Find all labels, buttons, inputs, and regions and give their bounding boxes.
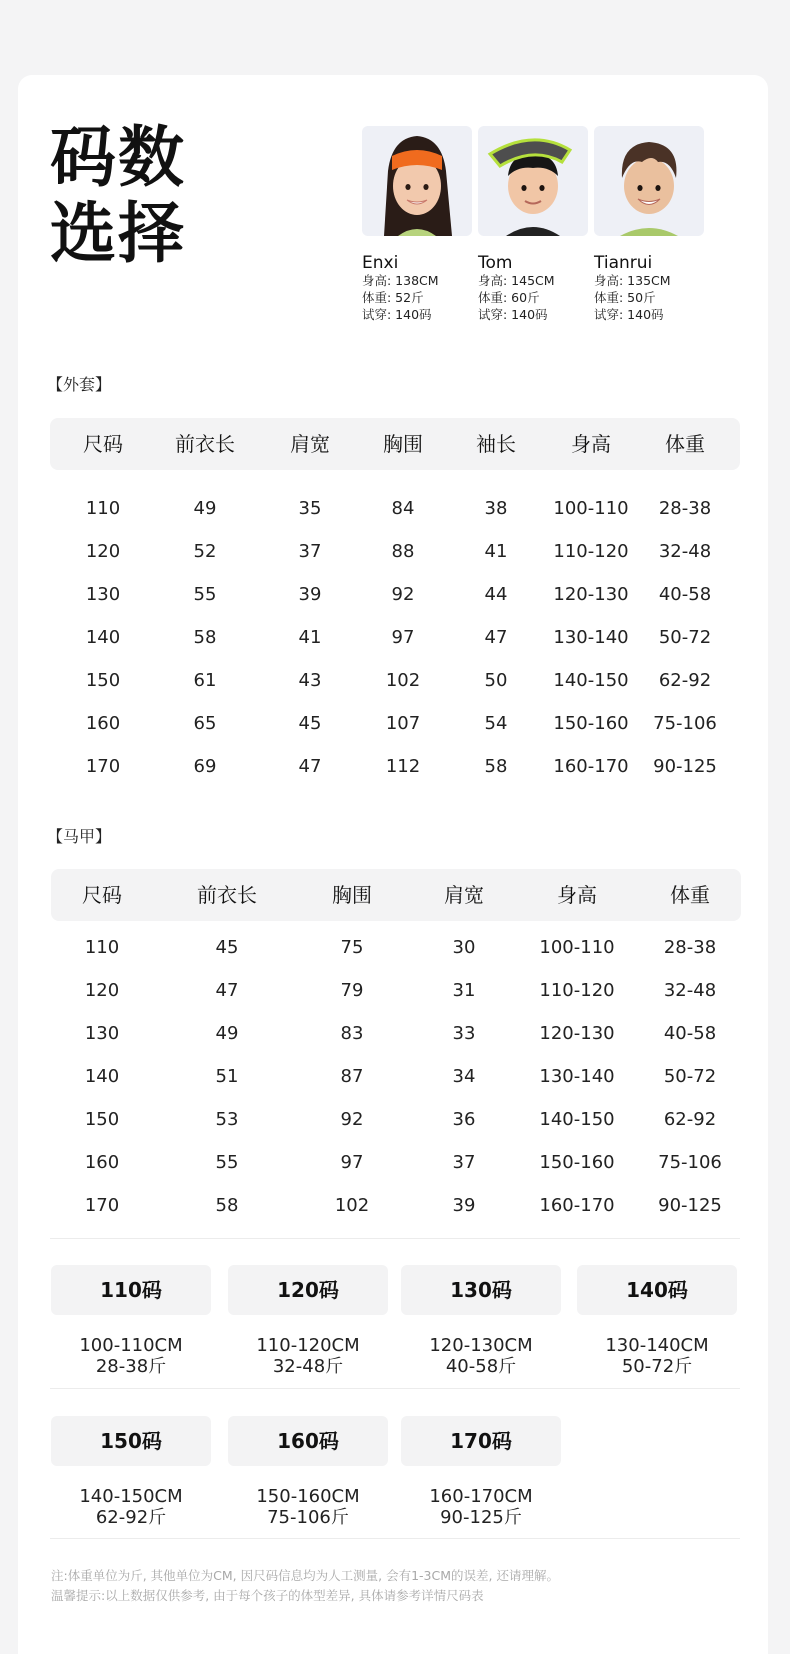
column-header: 前衣长 xyxy=(197,883,257,907)
table-cell: 54 xyxy=(484,713,508,734)
size-card-title: 120码 xyxy=(228,1265,388,1315)
table-cell: 55 xyxy=(215,1152,239,1173)
note-units: 注:体重单位为斤, 其他单位为CM, 因尺码信息均为人工测量, 会有1-3CM的误差, 还请理解。 xyxy=(51,1568,559,1583)
size-card xyxy=(228,1265,388,1377)
column-header: 尺码 xyxy=(82,883,122,907)
size-card-height: 140-150CM xyxy=(79,1486,183,1507)
model-try-size: 试穿: 140码 xyxy=(594,307,664,322)
table-cell: 83 xyxy=(340,1023,364,1044)
size-card-weight: 32-48斤 xyxy=(272,1356,344,1377)
model-photo-tom xyxy=(478,126,588,236)
table-cell: 50 xyxy=(484,670,508,691)
table-cell: 75-106 xyxy=(653,713,717,734)
table-cell: 50-72 xyxy=(658,627,712,648)
table-cell: 28-38 xyxy=(658,498,712,519)
size-card xyxy=(51,1416,211,1528)
boy-portrait-icon xyxy=(478,126,588,236)
table-cell: 160-170 xyxy=(553,756,629,777)
size-card-weight: 75-106斤 xyxy=(267,1507,349,1528)
model-name: Tianrui xyxy=(594,253,653,273)
size-card-weight: 40-58斤 xyxy=(445,1356,517,1377)
coat-section-label: 【外套】 xyxy=(47,375,112,394)
column-header: 肩宽 xyxy=(444,883,484,907)
column-header: 袖长 xyxy=(476,432,516,456)
table-cell: 32-48 xyxy=(658,541,712,562)
page-title-line2: 选择 xyxy=(50,195,186,272)
vest-section-label: 【马甲】 xyxy=(47,827,112,846)
size-card xyxy=(51,1265,211,1377)
table-cell: 130-140 xyxy=(539,1066,615,1087)
table-cell: 55 xyxy=(193,584,217,605)
table-cell: 112 xyxy=(385,756,421,777)
model-height: 身高: 138CM xyxy=(362,273,439,288)
table-cell: 140 xyxy=(84,1066,120,1087)
table-cell: 130 xyxy=(85,584,121,605)
table-cell: 41 xyxy=(484,541,508,562)
table-cell: 65 xyxy=(193,713,217,734)
table-cell: 62-92 xyxy=(663,1109,717,1130)
column-header: 尺码 xyxy=(83,432,123,456)
table-cell: 170 xyxy=(84,1195,120,1216)
model-photo-enxi xyxy=(362,126,472,236)
model-weight: 体重: 52斤 xyxy=(362,290,424,305)
divider xyxy=(50,1538,740,1539)
table-cell: 49 xyxy=(193,498,217,519)
table-cell: 150-160 xyxy=(539,1152,615,1173)
column-header: 身高 xyxy=(571,432,611,456)
table-cell: 110-120 xyxy=(553,541,629,562)
model-card-enxi xyxy=(362,126,472,323)
vest-table-header xyxy=(51,869,741,921)
table-cell: 150 xyxy=(85,670,121,691)
size-card-title: 170码 xyxy=(401,1416,561,1466)
table-cell: 97 xyxy=(391,627,415,648)
table-cell: 43 xyxy=(298,670,322,691)
girl-portrait-icon xyxy=(362,126,472,236)
table-cell: 102 xyxy=(385,670,421,691)
table-cell: 58 xyxy=(215,1195,239,1216)
table-cell: 45 xyxy=(215,937,239,958)
model-try-size: 试穿: 140码 xyxy=(362,307,432,322)
size-card-title: 130码 xyxy=(401,1265,561,1315)
model-height: 身高: 145CM xyxy=(478,273,555,288)
table-cell: 28-38 xyxy=(663,937,717,958)
model-photo-tianrui xyxy=(594,126,704,236)
column-header: 体重 xyxy=(665,432,705,456)
model-height: 身高: 135CM xyxy=(594,273,671,288)
size-card-title: 150码 xyxy=(51,1416,211,1466)
model-name: Tom xyxy=(478,253,513,273)
size-card-title: 110码 xyxy=(51,1265,211,1315)
table-cell: 120-130 xyxy=(553,584,629,605)
table-cell: 37 xyxy=(452,1152,476,1173)
table-cell: 36 xyxy=(452,1109,476,1130)
size-card xyxy=(401,1416,561,1528)
table-cell: 39 xyxy=(452,1195,476,1216)
table-cell: 75-106 xyxy=(658,1152,722,1173)
table-cell: 62-92 xyxy=(658,670,712,691)
model-card-tom xyxy=(478,126,588,323)
column-header: 体重 xyxy=(670,883,710,907)
column-header: 前衣长 xyxy=(175,432,235,456)
size-card xyxy=(228,1416,388,1528)
table-cell: 90-125 xyxy=(658,1195,722,1216)
table-cell: 53 xyxy=(215,1109,239,1130)
table-cell: 47 xyxy=(215,980,239,1001)
table-cell: 100-110 xyxy=(539,937,615,958)
table-cell: 69 xyxy=(193,756,217,777)
table-cell: 79 xyxy=(340,980,364,1001)
table-cell: 30 xyxy=(452,937,476,958)
model-try-size: 试穿: 140码 xyxy=(478,307,548,322)
table-cell: 58 xyxy=(193,627,217,648)
table-cell: 52 xyxy=(193,541,217,562)
table-cell: 110 xyxy=(85,498,121,519)
table-cell: 150-160 xyxy=(553,713,629,734)
table-cell: 110 xyxy=(84,937,120,958)
model-name: Enxi xyxy=(362,253,399,273)
table-cell: 160 xyxy=(84,1152,120,1173)
size-card-height: 160-170CM xyxy=(429,1486,533,1507)
table-cell: 88 xyxy=(391,541,415,562)
divider xyxy=(50,1238,740,1239)
divider xyxy=(50,1388,740,1389)
column-header: 身高 xyxy=(557,883,597,907)
size-card-title: 140码 xyxy=(577,1265,737,1315)
table-cell: 92 xyxy=(340,1109,364,1130)
table-cell: 47 xyxy=(484,627,508,648)
table-cell: 87 xyxy=(340,1066,364,1087)
size-card-title: 160码 xyxy=(228,1416,388,1466)
page-title-line1: 码数 xyxy=(50,119,186,196)
table-cell: 50-72 xyxy=(663,1066,717,1087)
table-cell: 84 xyxy=(391,498,415,519)
table-cell: 100-110 xyxy=(553,498,629,519)
table-cell: 58 xyxy=(484,756,508,777)
table-cell: 47 xyxy=(298,756,322,777)
table-cell: 40-58 xyxy=(658,584,712,605)
table-cell: 140-150 xyxy=(539,1109,615,1130)
size-card xyxy=(577,1265,737,1377)
size-card-weight: 90-125斤 xyxy=(440,1507,522,1528)
model-weight: 体重: 60斤 xyxy=(478,290,540,305)
table-cell: 35 xyxy=(298,498,322,519)
size-card-height: 110-120CM xyxy=(256,1335,360,1356)
table-cell: 38 xyxy=(484,498,508,519)
table-cell: 51 xyxy=(215,1066,239,1087)
model-weight: 体重: 50斤 xyxy=(594,290,656,305)
table-cell: 107 xyxy=(385,713,421,734)
table-cell: 39 xyxy=(298,584,322,605)
table-cell: 130 xyxy=(84,1023,120,1044)
table-cell: 97 xyxy=(340,1152,364,1173)
coat-size-table xyxy=(50,418,740,788)
vest-size-table xyxy=(51,869,741,1219)
table-cell: 40-58 xyxy=(663,1023,717,1044)
size-card-height: 150-160CM xyxy=(256,1486,360,1507)
table-cell: 170 xyxy=(85,756,121,777)
size-card-height: 120-130CM xyxy=(429,1335,533,1356)
note-tip: 温馨提示:以上数据仅供参考, 由于每个孩子的体型差异, 具体请参考详情尺码表 xyxy=(51,1588,484,1603)
table-cell: 90-125 xyxy=(653,756,717,777)
table-cell: 102 xyxy=(334,1195,370,1216)
table-cell: 160-170 xyxy=(539,1195,615,1216)
table-cell: 110-120 xyxy=(539,980,615,1001)
column-header: 胸围 xyxy=(332,883,372,907)
model-card-tianrui xyxy=(594,126,704,323)
table-cell: 120-130 xyxy=(539,1023,615,1044)
table-cell: 140 xyxy=(85,627,121,648)
table-cell: 45 xyxy=(298,713,322,734)
table-cell: 34 xyxy=(452,1066,476,1087)
table-cell: 150 xyxy=(84,1109,120,1130)
table-cell: 41 xyxy=(298,627,322,648)
table-cell: 140-150 xyxy=(553,670,629,691)
size-card-weight: 50-72斤 xyxy=(621,1356,693,1377)
table-cell: 120 xyxy=(85,541,121,562)
table-cell: 44 xyxy=(484,584,508,605)
size-card xyxy=(401,1265,561,1377)
size-card-weight: 28-38斤 xyxy=(95,1356,167,1377)
column-header: 肩宽 xyxy=(290,432,330,456)
column-header: 胸围 xyxy=(383,432,423,456)
table-cell: 31 xyxy=(452,980,476,1001)
table-cell: 130-140 xyxy=(553,627,629,648)
table-cell: 92 xyxy=(391,584,415,605)
size-card-height: 130-140CM xyxy=(605,1335,709,1356)
table-cell: 33 xyxy=(452,1023,476,1044)
size-card-height: 100-110CM xyxy=(79,1335,183,1356)
table-cell: 32-48 xyxy=(663,980,717,1001)
table-cell: 120 xyxy=(84,980,120,1001)
table-cell: 160 xyxy=(85,713,121,734)
table-cell: 61 xyxy=(193,670,217,691)
boy-portrait-icon xyxy=(594,126,704,236)
coat-table-header xyxy=(50,418,740,470)
table-cell: 75 xyxy=(340,937,364,958)
table-cell: 49 xyxy=(215,1023,239,1044)
table-cell: 37 xyxy=(298,541,322,562)
size-card-weight: 62-92斤 xyxy=(95,1507,167,1528)
page-title xyxy=(50,120,270,272)
